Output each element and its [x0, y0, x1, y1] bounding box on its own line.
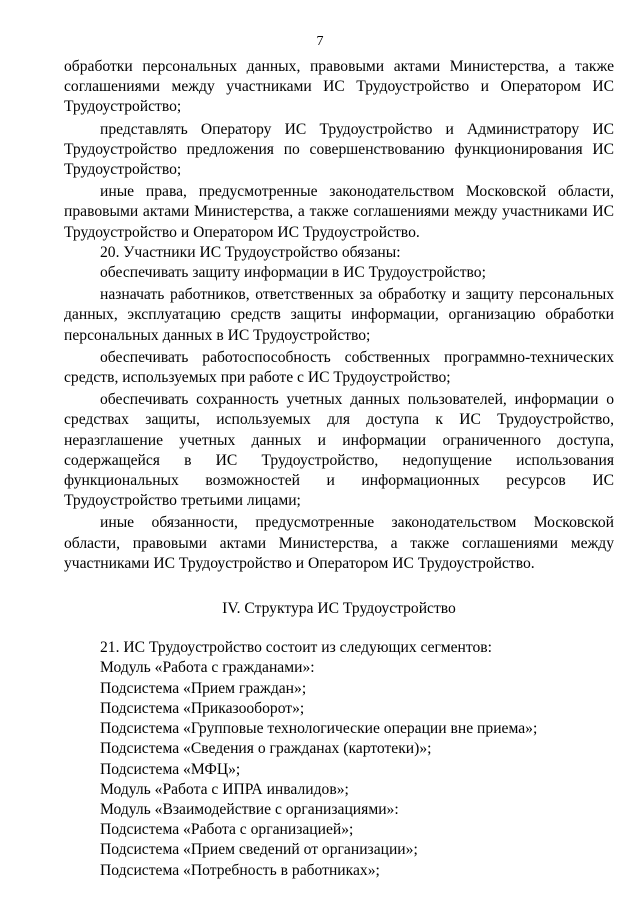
list-item: Подсистема «МФЦ»;	[100, 760, 241, 778]
paragraph: обеспечивать защиту информации в ИС Трудоустройство;	[100, 264, 486, 282]
list-item: Подсистема «Потребность в работниках»;	[100, 861, 380, 879]
list-item: Подсистема «Приказооборот»;	[100, 699, 305, 717]
paragraph: иные обязанности, предусмотренные законодательством Московской области, правовыми актами Министерства, а также соглашениями между участниками ИС Трудоустройство и Оператором ИС Трудоустройство.	[64, 514, 614, 572]
section-heading: IV. Структура ИС Трудоустройство	[222, 600, 456, 618]
list-intro: 21. ИС Трудоустройство состоит из следующих сегментов:	[100, 639, 492, 657]
list-item: Модуль «Взаимодействие с организациями»:	[100, 800, 399, 818]
paragraph: 20. Участники ИС Трудоустройство обязаны:	[100, 243, 401, 261]
list-item: Модуль «Работа с гражданами»:	[100, 659, 315, 677]
list-item: Подсистема «Групповые технологические операции вне приема»;	[100, 720, 538, 738]
paragraph: представлять Оператору ИС Трудоустройство и Администратору ИС Трудоустройство предложения по совершенствованию функционирования ИС Трудоустройство;	[64, 120, 614, 179]
paragraph: обработки персональных данных, правовыми актами Министерства, а также соглашениями между участниками ИС Трудоустройство и Оператором ИС Трудоустройство;	[64, 58, 614, 116]
list-item: Подсистема «Работа с организацией»;	[100, 821, 354, 839]
page-number: 7	[316, 34, 324, 49]
paragraph: обеспечивать работоспособность собственных программно-технических средств, используемых при работе с ИС Трудоустройство;	[64, 348, 614, 387]
list-item: Подсистема «Прием сведений от организации»;	[100, 841, 418, 859]
paragraph: назначать работников, ответственных за обработку и защиту персональных данных, эксплуатацию средств защиты информации, организацию обработки персональных данных в ИС Трудоустройство;	[64, 286, 614, 344]
paragraph: иные права, предусмотренные законодательством Московской области, правовыми актами Министерства, а также соглашениями между участниками ИС Трудоустройство и Оператором ИС Трудоустройство.	[64, 183, 614, 241]
list-item: Подсистема «Прием граждан»;	[100, 679, 307, 697]
list-item: Подсистема «Сведения о гражданах (картотеки)»;	[100, 740, 432, 758]
list-item: Модуль «Работа с ИПРА инвалидов»;	[100, 780, 349, 798]
document-body	[64, 57, 614, 881]
paragraph: обеспечивать сохранность учетных данных пользователей, информации о средствах защиты, используемых для доступа к ИС Трудоустройство, неразглашение учетных данных и информации ограниченного доступа, содержащейся в ИС Трудоустройство, недопущение использования функциональных возможностей и информационных ресурсов ИС Трудоустройство третьими лицами;	[64, 391, 614, 510]
